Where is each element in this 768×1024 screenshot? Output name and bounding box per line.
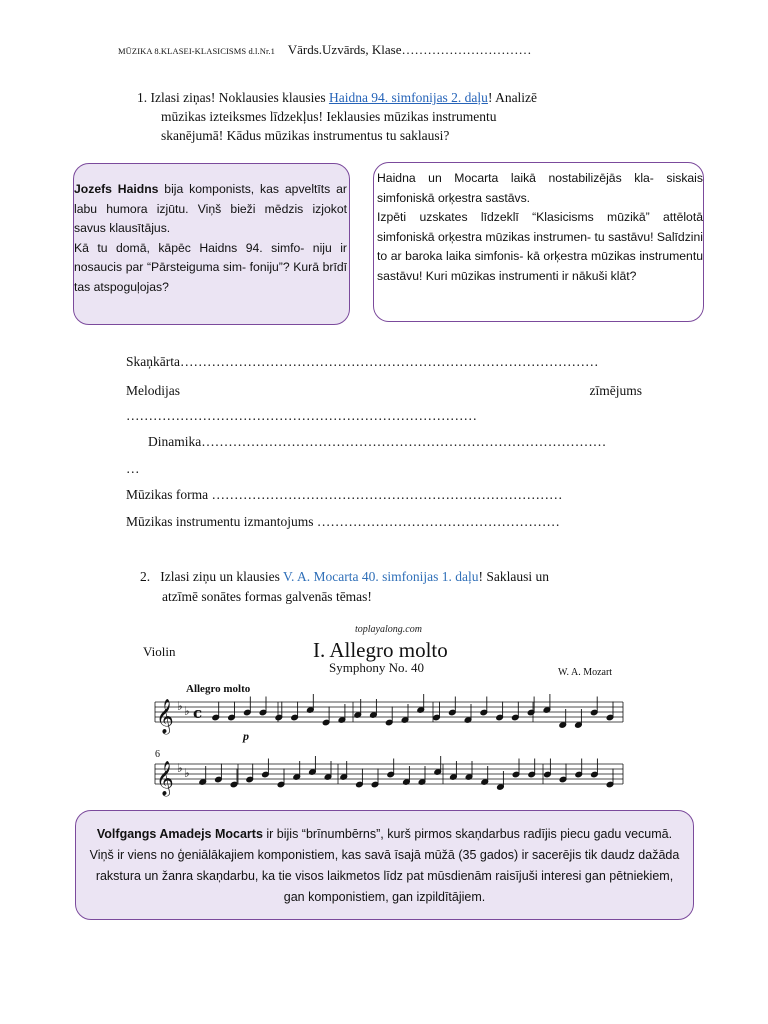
mozart-name: Volfgangs Amadejs Mocarts: [96, 827, 263, 841]
score-subtitle: Symphony No. 40: [329, 660, 424, 675]
flat-icon: ♭: [177, 699, 183, 713]
task-2-rest: ! Saklausi un: [478, 569, 549, 584]
time-signature: c: [193, 704, 203, 722]
melodijas-field[interactable]: ……………………………………………………………………: [126, 408, 477, 423]
haydn-name: Jozefs Haidns: [74, 182, 159, 196]
score-tempo: Allegro molto: [186, 683, 251, 695]
melodijas-row: [126, 383, 642, 399]
dinamika-field[interactable]: Dinamika………………………………………………………………………………: [148, 434, 607, 449]
task-1-rest: ! Analizē: [487, 90, 538, 105]
task-2-line-2: atzīmē sonātes formas galvenās tēmas!: [162, 589, 372, 604]
melodijas-label: Melodijas: [126, 383, 180, 398]
forma-field[interactable]: Mūzikas forma ……………………………………………………………………: [126, 487, 563, 502]
score-site: toplayalong.com: [355, 624, 422, 635]
treble-clef-icon-2: 𝄞: [156, 761, 174, 796]
task-1-line-2: mūzikas izteiksmes līdzekļus! Ieklausies mūzikas instrumentu: [161, 109, 497, 124]
skankarta-field[interactable]: Skaņkārta…………………………………………………………………………………: [126, 354, 599, 369]
mozart-violin-score: [143, 618, 625, 798]
flat-icon-3: ♭: [177, 761, 183, 775]
student-name-field[interactable]: Vārds.Uzvārds, Klase…………………………: [287, 42, 532, 57]
score-composer: W. A. Mozart: [558, 667, 613, 678]
flat-icon-2: ♭: [184, 704, 190, 718]
task-1-number: 1.: [137, 90, 148, 105]
task-2: [140, 567, 620, 607]
task-2-intro: Izlasi ziņu un klausies: [160, 569, 283, 584]
dinamika-continuation[interactable]: …: [126, 461, 140, 476]
haydn-info-para-2: Kā tu domā, kāpēc Haidns 94. simfo- niju ir nosaucis par “Pārsteiguma sim- foniju”? Kurā brīdī tas atspoguļojas?: [74, 240, 347, 294]
worksheet-header: [118, 42, 531, 58]
instrumenti-field[interactable]: Mūzikas instrumentu izmantojums ………………………………………………: [126, 514, 560, 529]
haydn-symphony-link[interactable]: Haidna 94. simfonijas 2. daļu: [328, 90, 488, 105]
score-dynamic: p: [243, 729, 249, 743]
task-1-line-3: skanējumā! Kādus mūzikas instrumentus tu saklausi?: [161, 128, 450, 143]
zimejums-label: zīmējums: [589, 383, 642, 398]
score-instrument: Violin: [143, 644, 176, 659]
haydn-info-para-1: [74, 180, 347, 239]
score-title: I. Allegro molto: [313, 638, 448, 662]
mozart-info-box: [75, 810, 694, 920]
score-measure-number: 6: [155, 749, 160, 760]
flat-icon-4: ♭: [184, 766, 190, 780]
task-1-intro: Izlasi ziņas! Noklausies klausies: [150, 90, 329, 105]
orchestra-info-para-2: Izpēti uzskates līdzeklī “Klasicisms mūzikā” attēlotā simfoniskā orķestra mūzikas instrumen- tu sastāvu! Salīdzini to ar baroka laika simfonis- kā orķestra mūzikas instrumentu sastāvu! Kuri mūzikas instrumenti ir nākuši klāt?: [377, 210, 703, 283]
treble-clef-icon: 𝄞: [156, 699, 174, 734]
orchestra-info-para-1: Haidna un Mocarta laikā nostabilizējās kla- siskais simfoniskā orķestra sastāvs.: [377, 171, 703, 205]
subject-title: MŪZIKA 8.KLASEI-KLASICISMS d.l.Nr.1: [118, 46, 275, 56]
mozart-info-text: ir bijis “brīnumbērns”, kurš pirmos skaņdarbus radījis piecu gadu vecumā. Viņš ir viens no ģeniālākajiem komponistiem, kas savā īsajā mūžā (35 gados) ir sacerējis tik daudz dažāda rakstura un žanra skaņdarbu, ka tie visos laikmetos līdz pat mūsdienām raisījuši interesi gan pētniekiem, gan komponistiem, gan izpildītājiem.: [89, 827, 680, 904]
task-1: [137, 88, 607, 145]
haydn-info-text-1: bija komponists, kas apveltīts ar labu humora izjūtu. Viņš bieži mēdzis izjokot savus klausītājus.: [74, 182, 347, 235]
mozart-symphony-link[interactable]: V. A. Mocarta 40. simfonijas 1. daļu: [282, 569, 479, 584]
task-2-number: 2.: [140, 569, 151, 584]
haydn-info-box: [73, 163, 350, 325]
orchestra-info-box: [373, 162, 704, 322]
